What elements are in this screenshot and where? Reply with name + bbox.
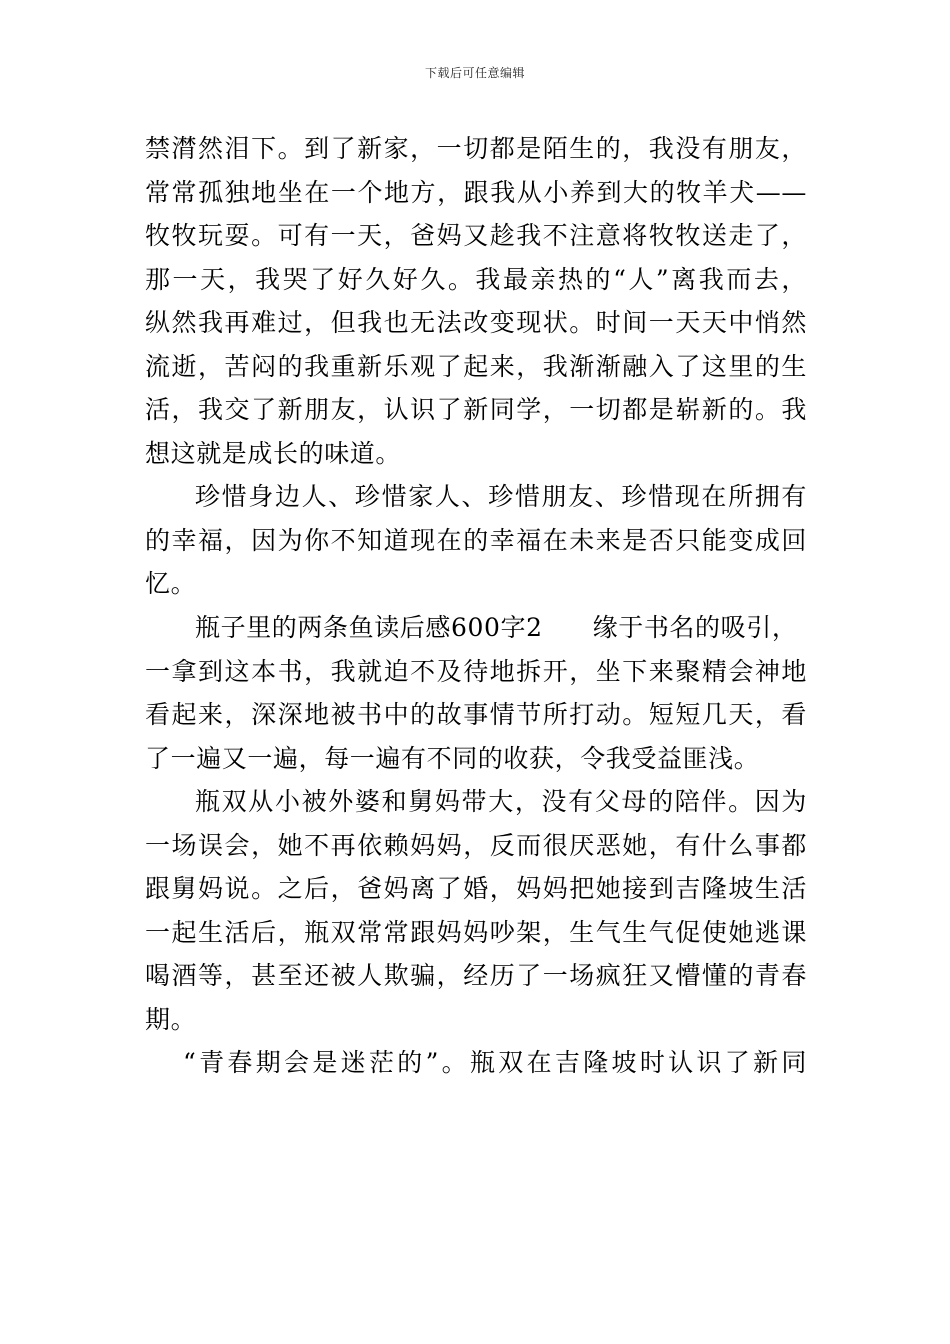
text-line: 了一遍又一遍，每一遍有不同的收获，令我受益匪浅。 — [145, 743, 760, 773]
text-line: 牧牧玩耍。可有一天，爸妈又趁我不注意将牧牧送走了， — [145, 221, 807, 251]
text-line: 一场误会，她不再依赖妈妈，反而很厌恶她，有什么事都 — [145, 830, 807, 860]
paragraph — [145, 1041, 807, 1085]
text-line: 流逝，苦闷的我重新乐观了起来，我渐渐融入了这里的生 — [145, 351, 807, 381]
text-line — [145, 606, 807, 650]
paragraph — [145, 475, 807, 606]
text-line: 喝酒等，甚至还被人欺骗，经历了一场疯狂又懵懂的青春 — [145, 961, 807, 991]
essay-title: 瓶子里的两条鱼读后感600字2 — [195, 613, 543, 643]
text-line: 那一天，我哭了好久好久。我最亲热的“人”离我而去， — [145, 264, 807, 294]
text-line: 禁潸然泪下。到了新家，一切都是陌生的，我没有朋友， — [145, 134, 807, 163]
text-line: 常常孤独地坐在一个地方，跟我从小养到大的牧羊犬—— — [145, 177, 807, 207]
text-line: 瓶双从小被外婆和舅妈带大，没有父母的陪伴。因为 — [195, 787, 807, 817]
text-line: 期。 — [145, 1004, 197, 1034]
text-line: 忆。 — [145, 569, 197, 599]
text-line: “青春期会是迷茫的”。瓶双在吉隆坡时认识了新同 — [183, 1048, 807, 1078]
text-line: 一起生活后，瓶双常常跟妈妈吵架，生气生气促使她逃课 — [145, 917, 807, 947]
text-line: 活，我交了新朋友，认识了新同学，一切都是崭新的。我 — [145, 395, 807, 425]
text-line: 纵然我再难过，但我也无法改变现状。时间一天天中悄然 — [145, 308, 807, 338]
text-line: 一拿到这本书，我就迫不及待地拆开，坐下来聚精会神地 — [145, 656, 807, 686]
text-line: 看起来，深深地被书中的故事情节所打动。短短几天，看 — [145, 700, 807, 730]
text-line: 珍惜身边人、珍惜家人、珍惜朋友、珍惜现在所拥有 — [195, 482, 807, 512]
text-segment: 缘于书名的吸引， — [592, 613, 798, 643]
text-line: 的幸福，因为你不知道现在的幸福在未来是否只能变成回 — [145, 525, 807, 555]
paragraph — [145, 606, 807, 780]
text-line: 想这就是成长的味道。 — [145, 438, 402, 468]
document-body — [145, 127, 807, 1085]
paragraph — [145, 127, 807, 475]
text-line: 跟舅妈说。之后，爸妈离了婚，妈妈把她接到吉隆坡生活 — [145, 874, 807, 904]
page-header: 下载后可任意编辑 — [424, 66, 525, 80]
paragraph — [145, 780, 807, 1041]
